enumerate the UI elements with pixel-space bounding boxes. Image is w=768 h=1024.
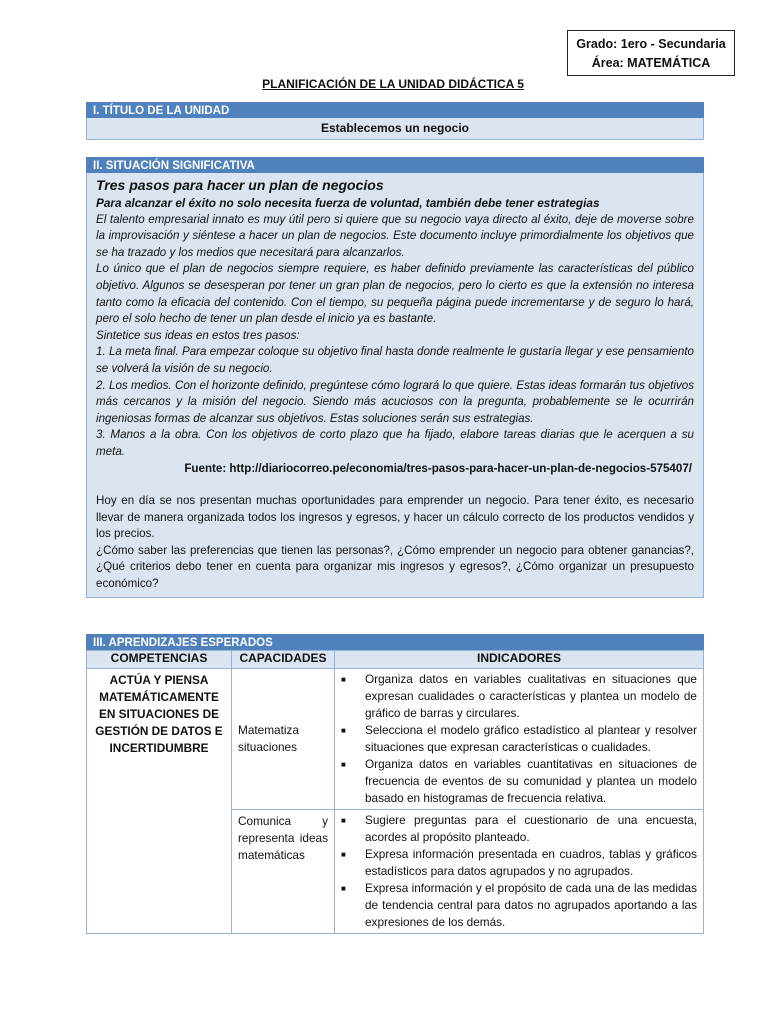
section-heading: I. TÍTULO DE LA UNIDAD [86,102,704,118]
article-step: 1. La meta final. Para empezar coloque su objetivo final hasta donde realmente le gustaría llegar y ese pensamiento se volverá la visión de su negocio. [96,345,694,375]
questions-paragraph: ¿Cómo saber las preferencias que tienen las personas?, ¿Cómo emprender un negocio para obtener ganancias?, ¿Qué criterios debo tener en cuenta para organizar mis ingresos y egresos?, ¿Cómo organizar un presupuesto económico? [96,543,694,591]
list-item [341,671,697,722]
indicator-text: Organiza datos en variables cualitativas en situaciones que expresan cualidades o características y plantea un modelo de gráfico de barras y circulares. [365,672,697,720]
column-header: CAPACIDADES [232,651,335,669]
competencies-table [86,650,704,934]
capacity-cell: Comunica y representa ideas matemáticas [232,810,335,934]
section-significant-situation [86,157,704,598]
article-step: 3. Manos a la obra. Con los objetivos de corto plazo que ha fijado, elabore tareas diarias que le acerquen a su meta. [96,428,694,458]
area-label: Área: MATEMÁTICA [591,56,711,70]
article-subtitle: Para alcanzar el éxito no solo necesita fuerza de voluntad, también debe tener estrategias [96,196,600,210]
table-row [87,669,704,810]
bullet-icon: ■ [341,675,346,684]
capacity-cell: Matematiza situaciones [232,669,335,810]
unit-title-value: Establecemos un negocio [86,118,704,140]
grade-area-box [567,30,735,76]
context-paragraph: Hoy en día se nos presentan muchas oportunidades para emprender un negocio. Para tener éxito, es necesario llevar de manera organizada todos los ingresos y egresos, y hacer un cálculo correcto de los productos vendidos y los precios. [96,494,694,541]
bullet-icon: ■ [341,884,346,893]
indicators-cell [335,810,704,934]
situation-body [86,173,704,598]
indicator-text: Sugiere preguntas para el cuestionario de una encuesta, acordes al propósito planteado. [365,813,697,844]
list-item [341,756,697,807]
column-header: COMPETENCIAS [87,651,232,669]
document-title: PLANIFICACIÓN DE LA UNIDAD DIDÁCTICA 5 [262,77,524,91]
list-item [341,846,697,880]
list-item [341,722,697,756]
bullet-icon: ■ [341,816,346,825]
list-item [341,880,697,931]
section-heading: III. APRENDIZAJES ESPERADOS [86,634,704,650]
indicator-text: Selecciona el modelo gráfico estadístico al plantear y resolver situaciones que expresan características o cualidades. [365,723,697,754]
article-paragraph: Sintetice sus ideas en estos tres pasos: [96,328,300,342]
competency-cell: ACTÚA Y PIENSA MATEMÁTICAMENTE EN SITUACIONES DE GESTIÓN DE DATOS E INCERTIDUMBRE [87,669,232,934]
article-paragraph: El talento empresarial innato es muy útil pero si quiere que su negocio vaya directo al éxito, deje de moverse sobre la improvisación y siéntese a hacer un plan de negocios. Este documento incluye primordialmente los objetivos que se ha trazado y los medios que necesitará para alcanzarlos. [96,212,694,259]
grade-label: Grado: 1ero - Secundaria [576,37,726,51]
bullet-icon: ■ [341,726,346,735]
article-step: 2. Los medios. Con el horizonte definido, pregúntese cómo logrará lo que quiere. Estas ideas formarán tus objetivos más cercanos y la misión del negocio. Siendo más acuciosos con la pregunta, probablemente se le ocurrirán ingeniosas formas de alcanzar sus objetivos. Estas soluciones serán sus estrategias. [96,378,694,425]
article-paragraph: Lo único que el plan de negocios siempre requiere, es haber definido previamente las características del público objetivo. Algunos se desesperan por tener un gran plan de negocios, pero lo cierto es que la extensión no interesa tanto como la eficacia del contenido. Con el tiempo, su pequeña página puede incrementarse y de seguro lo hará, pero el solo hecho de tener un plan desde el inicio ya es bastante. [96,262,694,326]
list-item [341,812,697,846]
section-expected-learning [86,634,704,934]
column-header: INDICADORES [335,651,704,669]
table-header-row [87,651,704,669]
section-unit-title [86,102,704,140]
indicator-text: Expresa información y el propósito de cada una de las medidas de tendencia central para datos no agrupados aportando a las expresiones de los demás. [365,881,697,929]
bullet-icon: ■ [341,850,346,859]
article-title: Tres pasos para hacer un plan de negocios [96,177,384,193]
indicator-text: Expresa información presentada en cuadros, tablas y gráficos estadísticos para datos agrupados y no agrupados. [365,847,697,878]
indicators-cell [335,669,704,810]
bullet-icon: ■ [341,760,346,769]
section-heading: II. SITUACIÓN SIGNIFICATIVA [86,157,704,173]
article-source: Fuente: http://diariocorreo.pe/economia/tres-pasos-para-hacer-un-plan-de-negocios-575407/ [184,461,692,475]
indicator-text: Organiza datos en variables cuantitativas en situaciones de frecuencia de eventos de su comunidad y plantea un modelo basado en histogramas de frecuencia relativa. [365,757,697,805]
